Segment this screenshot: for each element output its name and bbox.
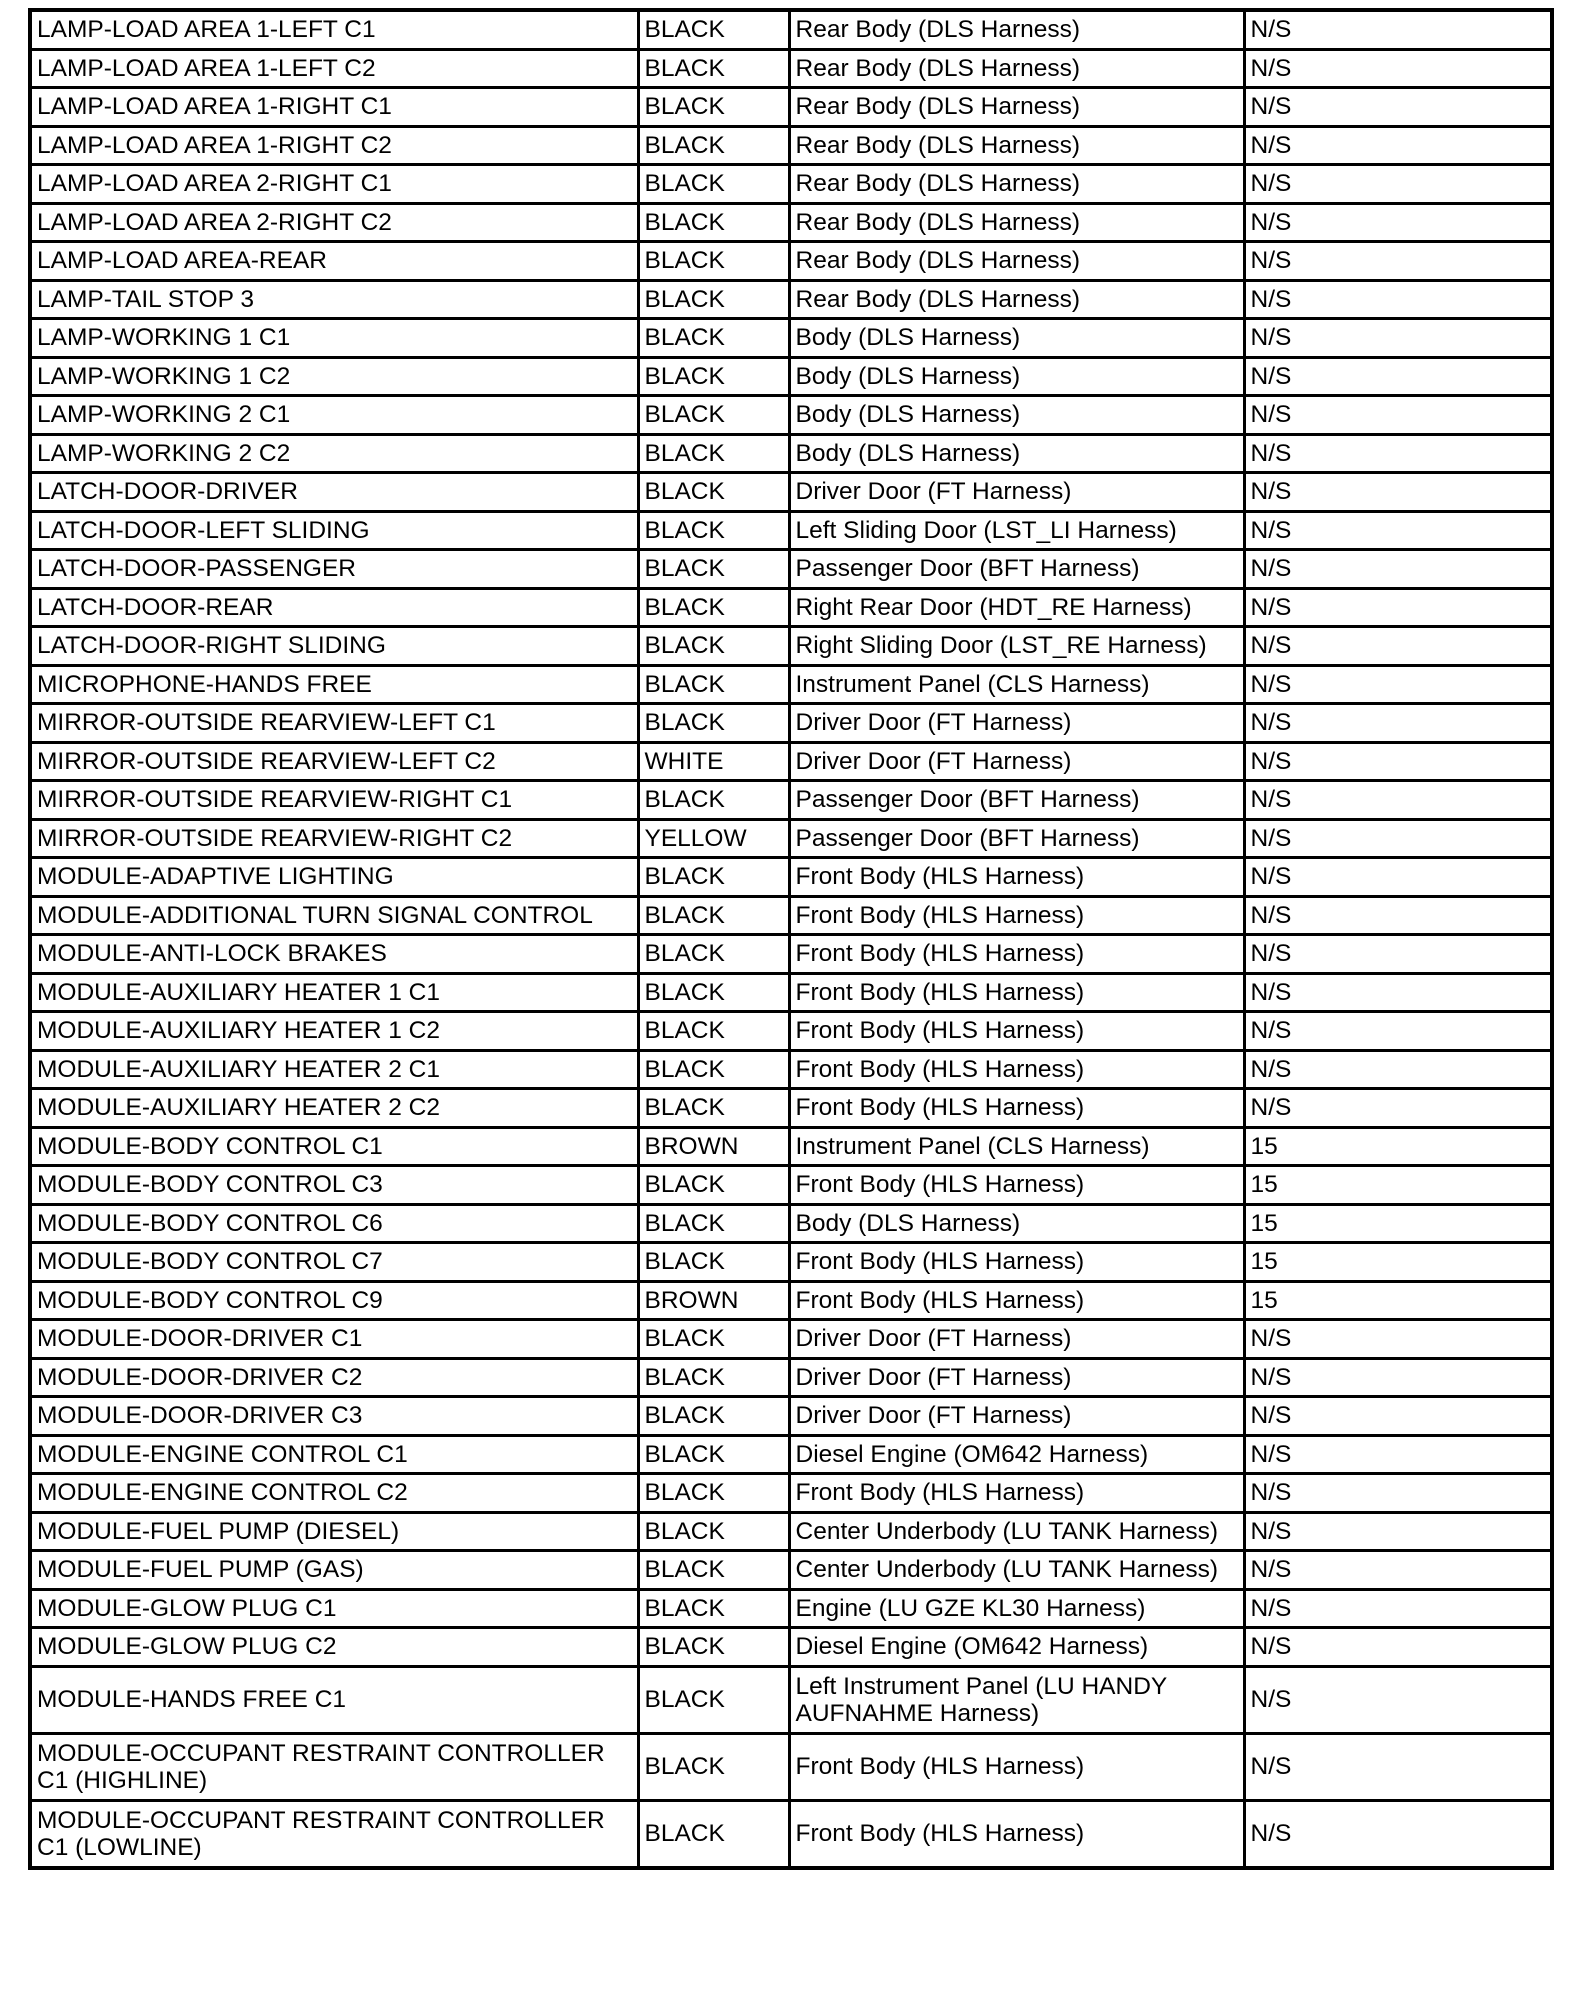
connector-location-cell: Front Body (HLS Harness) xyxy=(789,1243,1244,1282)
connector-location-cell: Rear Body (DLS Harness) xyxy=(789,10,1244,49)
connector-page-cell: N/S xyxy=(1244,973,1552,1012)
connector-name-cell: MODULE-ENGINE CONTROL C1 xyxy=(30,1435,638,1474)
connector-color-cell: BLACK xyxy=(638,627,789,666)
connector-page-cell: N/S xyxy=(1244,742,1552,781)
connector-color-cell: BLACK xyxy=(638,665,789,704)
connector-page-cell: N/S xyxy=(1244,1733,1552,1800)
connector-page-cell: N/S xyxy=(1244,1628,1552,1667)
connector-page-cell: N/S xyxy=(1244,203,1552,242)
connector-location-cell: Rear Body (DLS Harness) xyxy=(789,49,1244,88)
connector-page-cell: N/S xyxy=(1244,396,1552,435)
connector-location-cell: Front Body (HLS Harness) xyxy=(789,1166,1244,1205)
connector-name-cell: MODULE-OCCUPANT RESTRAINT CONTROLLER C1 (LOWLINE) xyxy=(30,1800,638,1868)
connector-page-cell: N/S xyxy=(1244,1474,1552,1513)
connector-color-cell: BLACK xyxy=(638,434,789,473)
connector-location-cell: Rear Body (DLS Harness) xyxy=(789,126,1244,165)
connector-color-cell: WHITE xyxy=(638,742,789,781)
connector-color-cell: BLACK xyxy=(638,1800,789,1868)
table-row xyxy=(30,49,1552,88)
table-row xyxy=(30,1800,1552,1868)
connector-color-cell: BLACK xyxy=(638,1089,789,1128)
connector-name-cell: MODULE-DOOR-DRIVER C1 xyxy=(30,1320,638,1359)
connector-color-cell: BLACK xyxy=(638,126,789,165)
connector-page-cell: N/S xyxy=(1244,1589,1552,1628)
connector-page-cell: N/S xyxy=(1244,1012,1552,1051)
connector-page-cell: N/S xyxy=(1244,1358,1552,1397)
table-row xyxy=(30,396,1552,435)
connector-page-cell: N/S xyxy=(1244,704,1552,743)
connector-page-cell: N/S xyxy=(1244,665,1552,704)
connector-color-cell: BLACK xyxy=(638,1628,789,1667)
table-row xyxy=(30,1127,1552,1166)
connector-location-cell: Front Body (HLS Harness) xyxy=(789,1733,1244,1800)
table-row xyxy=(30,511,1552,550)
connector-location-cell: Right Sliding Door (LST_RE Harness) xyxy=(789,627,1244,666)
table-row xyxy=(30,434,1552,473)
table-row xyxy=(30,588,1552,627)
connector-page-cell: N/S xyxy=(1244,627,1552,666)
table-row xyxy=(30,973,1552,1012)
connector-color-cell: BLACK xyxy=(638,1166,789,1205)
connector-page-cell: N/S xyxy=(1244,1320,1552,1359)
connector-page-cell: N/S xyxy=(1244,1666,1552,1733)
connector-name-cell: LATCH-DOOR-PASSENGER xyxy=(30,550,638,589)
connector-location-cell: Front Body (HLS Harness) xyxy=(789,1012,1244,1051)
connector-color-cell: BLACK xyxy=(638,49,789,88)
connector-name-cell: LAMP-LOAD AREA 1-LEFT C2 xyxy=(30,49,638,88)
table-row xyxy=(30,1281,1552,1320)
connector-location-cell: Driver Door (FT Harness) xyxy=(789,704,1244,743)
connector-name-cell: LAMP-LOAD AREA 1-RIGHT C2 xyxy=(30,126,638,165)
connector-color-cell: BLACK xyxy=(638,10,789,49)
connector-name-cell: LAMP-LOAD AREA 2-RIGHT C2 xyxy=(30,203,638,242)
connector-color-cell: BLACK xyxy=(638,203,789,242)
connector-color-cell: BLACK xyxy=(638,896,789,935)
table-row xyxy=(30,280,1552,319)
table-row xyxy=(30,1166,1552,1205)
connector-location-cell: Driver Door (FT Harness) xyxy=(789,1397,1244,1436)
connector-table-body xyxy=(30,10,1552,1868)
table-row xyxy=(30,819,1552,858)
connector-color-cell: BLACK xyxy=(638,1320,789,1359)
connector-page-cell: 15 xyxy=(1244,1204,1552,1243)
connector-location-cell: Driver Door (FT Harness) xyxy=(789,473,1244,512)
connector-name-cell: LAMP-WORKING 2 C2 xyxy=(30,434,638,473)
connector-page-cell: N/S xyxy=(1244,896,1552,935)
connector-color-cell: YELLOW xyxy=(638,819,789,858)
connector-location-cell: Front Body (HLS Harness) xyxy=(789,1474,1244,1513)
connector-location-cell: Body (DLS Harness) xyxy=(789,357,1244,396)
connector-table xyxy=(28,8,1554,1870)
connector-color-cell: BLACK xyxy=(638,1050,789,1089)
connector-location-cell: Body (DLS Harness) xyxy=(789,434,1244,473)
connector-location-cell: Front Body (HLS Harness) xyxy=(789,1089,1244,1128)
table-row xyxy=(30,1474,1552,1513)
table-row xyxy=(30,1666,1552,1733)
table-row xyxy=(30,1358,1552,1397)
connector-page-cell: N/S xyxy=(1244,1435,1552,1474)
connector-name-cell: LAMP-WORKING 1 C1 xyxy=(30,319,638,358)
connector-name-cell: LAMP-WORKING 1 C2 xyxy=(30,357,638,396)
connector-page-cell: N/S xyxy=(1244,49,1552,88)
connector-location-cell: Body (DLS Harness) xyxy=(789,319,1244,358)
table-row xyxy=(30,896,1552,935)
connector-location-cell: Center Underbody (LU TANK Harness) xyxy=(789,1551,1244,1590)
connector-name-cell: MODULE-ANTI-LOCK BRAKES xyxy=(30,935,638,974)
connector-name-cell: LATCH-DOOR-REAR xyxy=(30,588,638,627)
table-row xyxy=(30,1435,1552,1474)
connector-page-cell: N/S xyxy=(1244,1551,1552,1590)
table-row xyxy=(30,357,1552,396)
connector-location-cell: Driver Door (FT Harness) xyxy=(789,1320,1244,1359)
connector-page-cell: N/S xyxy=(1244,319,1552,358)
connector-color-cell: BLACK xyxy=(638,396,789,435)
connector-color-cell: BLACK xyxy=(638,1358,789,1397)
connector-name-cell: MICROPHONE-HANDS FREE xyxy=(30,665,638,704)
table-row xyxy=(30,1589,1552,1628)
connector-page-cell: N/S xyxy=(1244,858,1552,897)
connector-page-cell: N/S xyxy=(1244,588,1552,627)
connector-color-cell: BLACK xyxy=(638,1012,789,1051)
connector-color-cell: BLACK xyxy=(638,357,789,396)
connector-location-cell: Body (DLS Harness) xyxy=(789,396,1244,435)
connector-color-cell: BLACK xyxy=(638,704,789,743)
connector-color-cell: BLACK xyxy=(638,511,789,550)
connector-name-cell: LATCH-DOOR-LEFT SLIDING xyxy=(30,511,638,550)
connector-color-cell: BLACK xyxy=(638,858,789,897)
connector-page-cell: N/S xyxy=(1244,1397,1552,1436)
table-row xyxy=(30,473,1552,512)
connector-location-cell: Passenger Door (BFT Harness) xyxy=(789,550,1244,589)
connector-color-cell: BLACK xyxy=(638,1666,789,1733)
table-row xyxy=(30,88,1552,127)
connector-name-cell: MIRROR-OUTSIDE REARVIEW-RIGHT C2 xyxy=(30,819,638,858)
connector-color-cell: BLACK xyxy=(638,473,789,512)
table-row xyxy=(30,627,1552,666)
connector-name-cell: MODULE-HANDS FREE C1 xyxy=(30,1666,638,1733)
connector-name-cell: MIRROR-OUTSIDE REARVIEW-LEFT C1 xyxy=(30,704,638,743)
connector-name-cell: LATCH-DOOR-DRIVER xyxy=(30,473,638,512)
connector-page-cell: N/S xyxy=(1244,550,1552,589)
table-row xyxy=(30,10,1552,49)
connector-name-cell: LAMP-LOAD AREA 1-LEFT C1 xyxy=(30,10,638,49)
connector-color-cell: BLACK xyxy=(638,280,789,319)
connector-page-cell: N/S xyxy=(1244,357,1552,396)
connector-location-cell: Instrument Panel (CLS Harness) xyxy=(789,1127,1244,1166)
connector-name-cell: MODULE-BODY CONTROL C3 xyxy=(30,1166,638,1205)
connector-location-cell: Passenger Door (BFT Harness) xyxy=(789,819,1244,858)
connector-name-cell: MIRROR-OUTSIDE REARVIEW-RIGHT C1 xyxy=(30,781,638,820)
connector-color-cell: BROWN xyxy=(638,1127,789,1166)
table-row xyxy=(30,550,1552,589)
connector-color-cell: BLACK xyxy=(638,88,789,127)
connector-page-cell: N/S xyxy=(1244,242,1552,281)
connector-page-cell: N/S xyxy=(1244,473,1552,512)
connector-location-cell: Body (DLS Harness) xyxy=(789,1204,1244,1243)
connector-color-cell: BLACK xyxy=(638,935,789,974)
connector-location-cell: Right Rear Door (HDT_RE Harness) xyxy=(789,588,1244,627)
connector-location-cell: Engine (LU GZE KL30 Harness) xyxy=(789,1589,1244,1628)
table-row xyxy=(30,1243,1552,1282)
connector-page-cell: 15 xyxy=(1244,1243,1552,1282)
connector-location-cell: Center Underbody (LU TANK Harness) xyxy=(789,1512,1244,1551)
connector-name-cell: MODULE-AUXILIARY HEATER 2 C1 xyxy=(30,1050,638,1089)
connector-name-cell: MODULE-FUEL PUMP (DIESEL) xyxy=(30,1512,638,1551)
connector-name-cell: MODULE-ADAPTIVE LIGHTING xyxy=(30,858,638,897)
table-row xyxy=(30,1733,1552,1800)
connector-location-cell: Left Sliding Door (LST_LI Harness) xyxy=(789,511,1244,550)
table-row xyxy=(30,704,1552,743)
table-row xyxy=(30,1551,1552,1590)
connector-name-cell: MODULE-BODY CONTROL C7 xyxy=(30,1243,638,1282)
connector-location-cell: Front Body (HLS Harness) xyxy=(789,1800,1244,1868)
connector-color-cell: BLACK xyxy=(638,588,789,627)
connector-page-cell: 15 xyxy=(1244,1281,1552,1320)
connector-name-cell: MODULE-GLOW PLUG C2 xyxy=(30,1628,638,1667)
connector-location-cell: Rear Body (DLS Harness) xyxy=(789,280,1244,319)
connector-location-cell: Front Body (HLS Harness) xyxy=(789,1281,1244,1320)
connector-page-cell: N/S xyxy=(1244,165,1552,204)
table-row xyxy=(30,781,1552,820)
connector-color-cell: BLACK xyxy=(638,165,789,204)
connector-color-cell: BLACK xyxy=(638,1474,789,1513)
connector-color-cell: BLACK xyxy=(638,1512,789,1551)
connector-location-cell: Front Body (HLS Harness) xyxy=(789,1050,1244,1089)
connector-color-cell: BLACK xyxy=(638,1733,789,1800)
connector-name-cell: MODULE-DOOR-DRIVER C2 xyxy=(30,1358,638,1397)
table-row xyxy=(30,126,1552,165)
connector-name-cell: LAMP-LOAD AREA-REAR xyxy=(30,242,638,281)
connector-location-cell: Left Instrument Panel (LU HANDY AUFNAHME Harness) xyxy=(789,1666,1244,1733)
connector-name-cell: MODULE-AUXILIARY HEATER 2 C2 xyxy=(30,1089,638,1128)
connector-color-cell: BLACK xyxy=(638,1204,789,1243)
connector-name-cell: LATCH-DOOR-RIGHT SLIDING xyxy=(30,627,638,666)
connector-location-cell: Diesel Engine (OM642 Harness) xyxy=(789,1435,1244,1474)
connector-color-cell: BLACK xyxy=(638,1435,789,1474)
connector-location-cell: Rear Body (DLS Harness) xyxy=(789,203,1244,242)
table-row xyxy=(30,319,1552,358)
table-row xyxy=(30,1397,1552,1436)
connector-color-cell: BLACK xyxy=(638,1243,789,1282)
connector-page-cell: N/S xyxy=(1244,126,1552,165)
connector-page-cell: N/S xyxy=(1244,511,1552,550)
connector-location-cell: Instrument Panel (CLS Harness) xyxy=(789,665,1244,704)
connector-location-cell: Diesel Engine (OM642 Harness) xyxy=(789,1628,1244,1667)
connector-name-cell: MODULE-AUXILIARY HEATER 1 C1 xyxy=(30,973,638,1012)
connector-name-cell: LAMP-LOAD AREA 1-RIGHT C1 xyxy=(30,88,638,127)
connector-page-cell: N/S xyxy=(1244,1512,1552,1551)
connector-location-cell: Front Body (HLS Harness) xyxy=(789,973,1244,1012)
table-row xyxy=(30,1204,1552,1243)
connector-page-cell: N/S xyxy=(1244,819,1552,858)
connector-color-cell: BLACK xyxy=(638,550,789,589)
connector-name-cell: MODULE-ENGINE CONTROL C2 xyxy=(30,1474,638,1513)
table-row xyxy=(30,1089,1552,1128)
connector-name-cell: LAMP-TAIL STOP 3 xyxy=(30,280,638,319)
connector-name-cell: LAMP-WORKING 2 C1 xyxy=(30,396,638,435)
connector-location-cell: Front Body (HLS Harness) xyxy=(789,935,1244,974)
table-row xyxy=(30,1628,1552,1667)
table-row xyxy=(30,203,1552,242)
connector-location-cell: Rear Body (DLS Harness) xyxy=(789,165,1244,204)
connector-color-cell: BROWN xyxy=(638,1281,789,1320)
connector-color-cell: BLACK xyxy=(638,1589,789,1628)
connector-page-cell: N/S xyxy=(1244,1050,1552,1089)
table-row xyxy=(30,858,1552,897)
connector-page-cell: 15 xyxy=(1244,1166,1552,1205)
table-row xyxy=(30,665,1552,704)
connector-location-cell: Driver Door (FT Harness) xyxy=(789,1358,1244,1397)
connector-color-cell: BLACK xyxy=(638,781,789,820)
connector-location-cell: Rear Body (DLS Harness) xyxy=(789,242,1244,281)
connector-table-container xyxy=(28,8,1554,1870)
table-row xyxy=(30,165,1552,204)
connector-name-cell: MODULE-BODY CONTROL C9 xyxy=(30,1281,638,1320)
connector-color-cell: BLACK xyxy=(638,319,789,358)
connector-name-cell: MODULE-BODY CONTROL C6 xyxy=(30,1204,638,1243)
connector-name-cell: MODULE-GLOW PLUG C1 xyxy=(30,1589,638,1628)
connector-location-cell: Front Body (HLS Harness) xyxy=(789,896,1244,935)
connector-name-cell: MODULE-DOOR-DRIVER C3 xyxy=(30,1397,638,1436)
connector-name-cell: MODULE-FUEL PUMP (GAS) xyxy=(30,1551,638,1590)
connector-page-cell: N/S xyxy=(1244,1800,1552,1868)
connector-name-cell: MODULE-OCCUPANT RESTRAINT CONTROLLER C1 (HIGHLINE) xyxy=(30,1733,638,1800)
table-row xyxy=(30,1012,1552,1051)
connector-color-cell: BLACK xyxy=(638,1551,789,1590)
connector-color-cell: BLACK xyxy=(638,973,789,1012)
table-row xyxy=(30,242,1552,281)
connector-page-cell: N/S xyxy=(1244,434,1552,473)
connector-name-cell: LAMP-LOAD AREA 2-RIGHT C1 xyxy=(30,165,638,204)
connector-page-cell: N/S xyxy=(1244,1089,1552,1128)
connector-location-cell: Passenger Door (BFT Harness) xyxy=(789,781,1244,820)
connector-name-cell: MODULE-AUXILIARY HEATER 1 C2 xyxy=(30,1012,638,1051)
table-row xyxy=(30,742,1552,781)
connector-color-cell: BLACK xyxy=(638,1397,789,1436)
table-row xyxy=(30,1050,1552,1089)
connector-page-cell: 15 xyxy=(1244,1127,1552,1166)
connector-page-cell: N/S xyxy=(1244,781,1552,820)
connector-page-cell: N/S xyxy=(1244,10,1552,49)
connector-name-cell: MIRROR-OUTSIDE REARVIEW-LEFT C2 xyxy=(30,742,638,781)
connector-location-cell: Front Body (HLS Harness) xyxy=(789,858,1244,897)
connector-name-cell: MODULE-ADDITIONAL TURN SIGNAL CONTROL xyxy=(30,896,638,935)
table-row xyxy=(30,1512,1552,1551)
connector-location-cell: Rear Body (DLS Harness) xyxy=(789,88,1244,127)
connector-page-cell: N/S xyxy=(1244,280,1552,319)
connector-page-cell: N/S xyxy=(1244,935,1552,974)
table-row xyxy=(30,1320,1552,1359)
connector-name-cell: MODULE-BODY CONTROL C1 xyxy=(30,1127,638,1166)
table-row xyxy=(30,935,1552,974)
connector-color-cell: BLACK xyxy=(638,242,789,281)
connector-page-cell: N/S xyxy=(1244,88,1552,127)
connector-location-cell: Driver Door (FT Harness) xyxy=(789,742,1244,781)
